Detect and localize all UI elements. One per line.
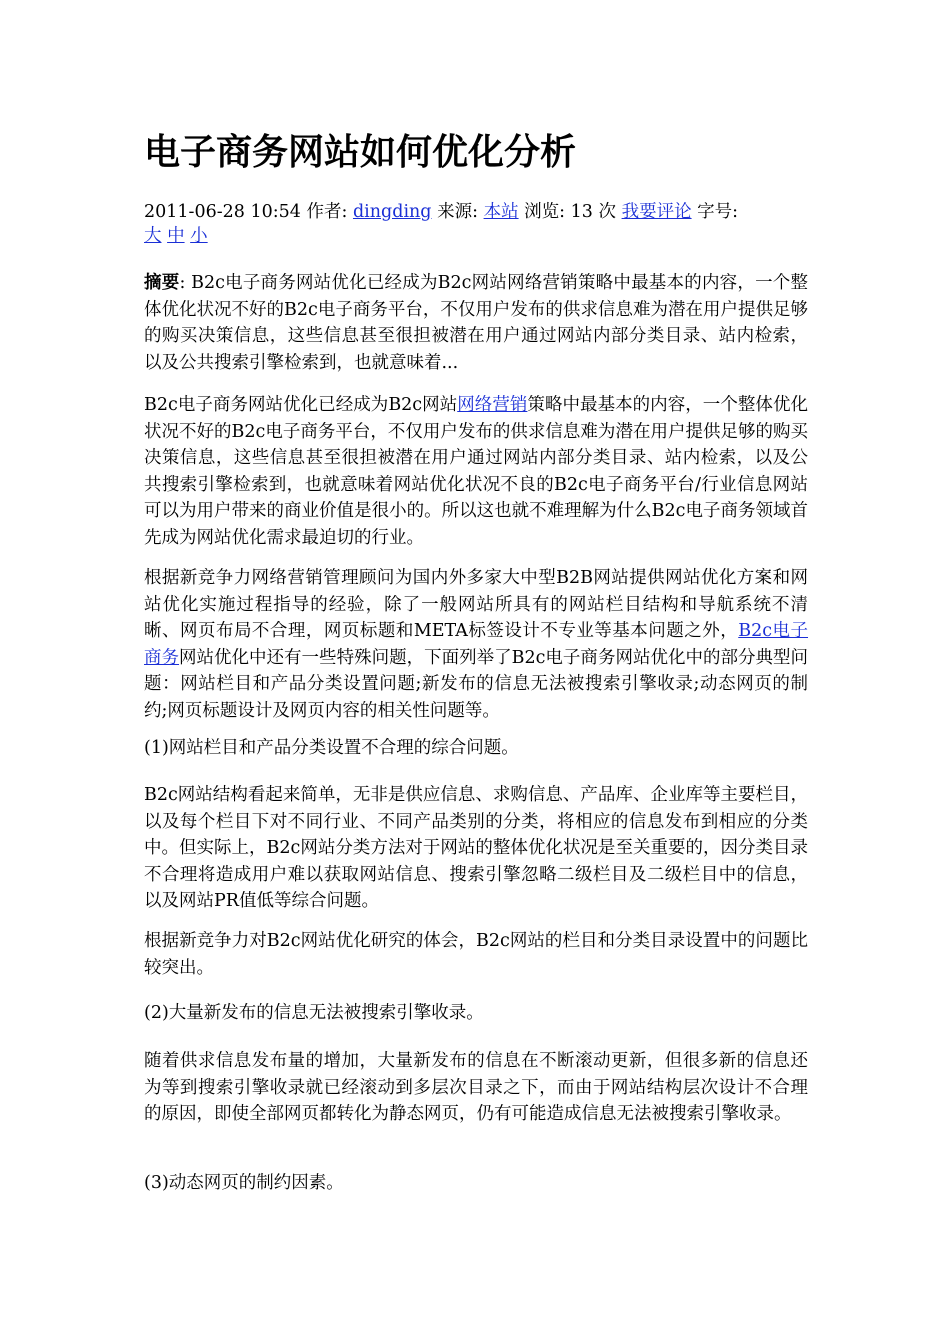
internet-marketing-link[interactable]: 网络营销 (457, 395, 528, 415)
article-meta (144, 200, 808, 248)
paragraph-1 (144, 392, 808, 551)
section-heading-2: (2)大量新发布的信息无法被搜索引擎收录。 (144, 1003, 484, 1023)
paragraph-2-before: 根据新竞争力网络营销管理顾问为国内外多家大中型B2B网站提供网站优化方案和网站优化实施过程指导的经验，除了一般网站所具有的网站栏目结构和导航系统不清晰、网页布局不合理，网页标题和META标签设计不专业等基本问题之外， (144, 568, 808, 641)
summary-text: : B2c电子商务网站优化已经成为B2c网站网络营销策略中最基本的内容，一个整体优化状况不好的B2c电子商务平台，不仅用户发布的供求信息难为潜在用户提供足够的购买决策信息，这些信息甚至很担被潜在用户通过网站内部分类目录、站内检索，以及公共搜索引擎检索到，也就意味着... (144, 273, 809, 373)
article-title: 电子商务网站如何优化分析 (144, 132, 577, 173)
b2c-ecommerce-link[interactable]: B2c电子商务 (144, 621, 809, 668)
author-label: 作者: (306, 202, 348, 222)
font-size-small-link[interactable]: 小 (190, 226, 208, 246)
source-label: 来源: (437, 202, 478, 222)
paragraph-5: 随着供求信息发布量的增加，大量新发布的信息在不断滚动更新，但很多新的信息还为等到搜索引擎收录就已经滚动到多层次目录之下，而由于网站结构层次设计不合理的原因，即使全部网页都转化为静态网页，仍有可能造成信息无法被搜索引擎收录。 (144, 1051, 808, 1124)
paragraph-3: B2c网站结构看起来简单，无非是供应信息、求购信息、产品库、企业库等主要栏目，以及每个栏目下对不同行业、不同产品类别的分类，将相应的信息发布到相应的分类中。但实际上，B2c网站分类方法对于网站的整体优化状况是至关重要的，因分类目录不合理将造成用户难以获取网站信息、搜索引擎忽略二级栏目及二级栏目中的信息，以及网站PR值低等综合问题。 (144, 785, 808, 911)
font-size-large-link[interactable]: 大 (144, 226, 162, 246)
views-label: 浏览: (524, 202, 566, 222)
comment-link[interactable]: 我要评论 (621, 202, 692, 222)
section-heading-1: (1)网站栏目和产品分类设置不合理的综合问题。 (144, 738, 519, 758)
views-unit: 次 (598, 202, 616, 222)
summary-label: 摘要 (144, 273, 180, 293)
paragraph-1-after: 策略中最基本的内容，一个整体优化状况不好的B2c电子商务平台，不仅用户发布的供求信息难为潜在用户提供足够的购买决策信息，这些信息甚至很担被潜在用户通过网站内部分类目录、站内检索，以及公共搜索引擎检索到，也就意味着网站优化状况不良的B2c电子商务平台/行业信息网站可以为用户带来的商业价值是很小的。所以这也就不难理解为什么B2c电子商务领域首先成为网站优化需求最迫切的行业。 (144, 395, 809, 548)
section-heading-3: (3)动态网页的制约因素。 (144, 1173, 344, 1193)
font-size-medium-link[interactable]: 中 (167, 226, 185, 246)
paragraph-4: 根据新竞争力对B2c网站优化研究的体会，B2c网站的栏目和分类目录设置中的问题比较突出。 (144, 931, 808, 978)
views-count: 13 (570, 202, 593, 222)
author-link[interactable]: dingding (352, 202, 432, 222)
font-size-label: 字号: (697, 202, 739, 222)
paragraph-2 (144, 565, 808, 724)
publish-datetime: 2011-06-28 10:54 (144, 202, 301, 222)
paragraph-2-after: 网站优化中还有一些特殊问题，下面列举了B2c电子商务网站优化中的部分典型问题：网站栏目和产品分类设置问题;新发布的信息无法被搜索引擎收录;动态网页的制约;网页标题设计及网页内容的相关性问题等。 (144, 647, 809, 721)
source-link[interactable]: 本站 (483, 202, 519, 222)
summary-paragraph (144, 270, 808, 376)
paragraph-1-before: B2c电子商务网站优化已经成为B2c网站 (144, 395, 458, 415)
